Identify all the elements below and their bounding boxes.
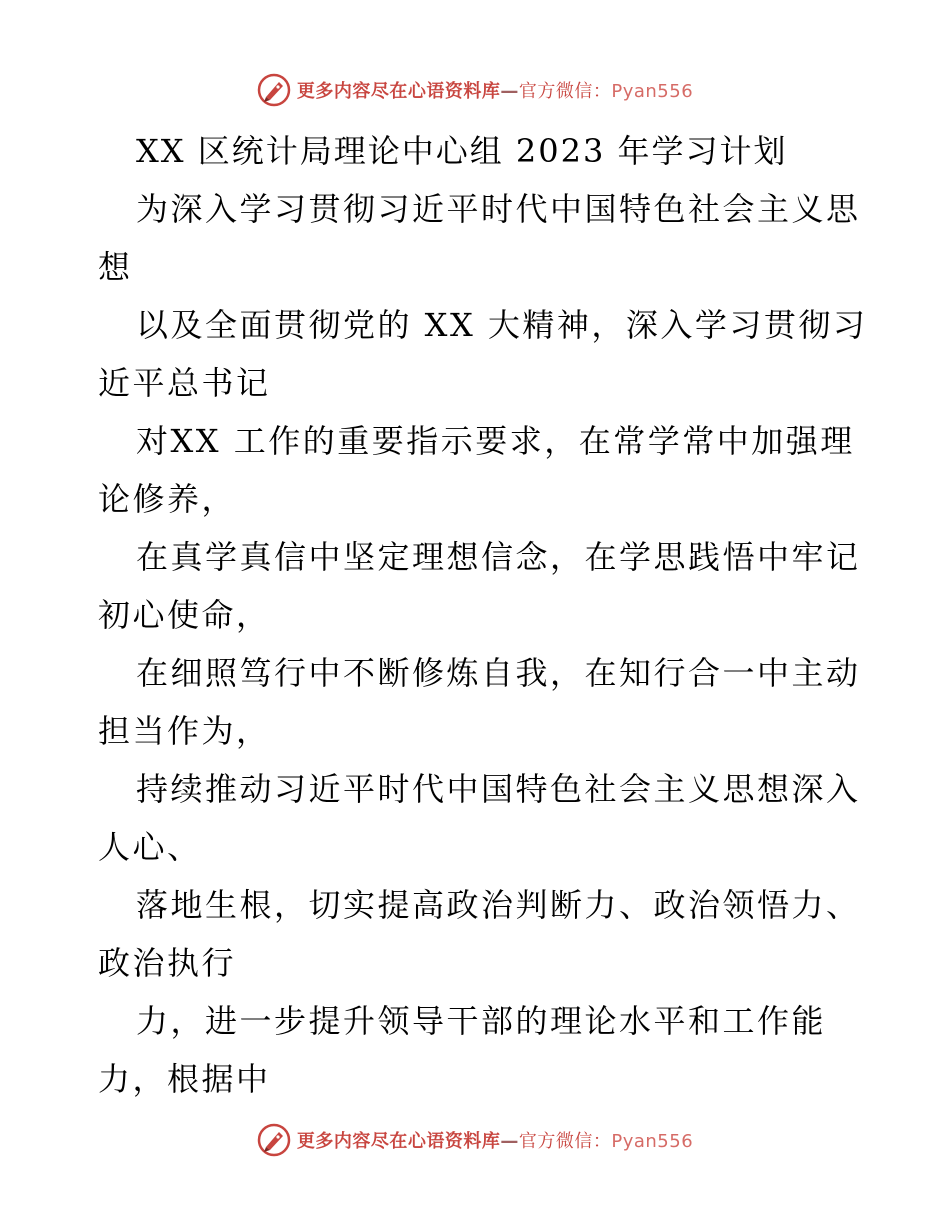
paragraph-line: 在细照笃行中不断修炼自我，在知行合一中主动 担当作为，: [98, 654, 861, 750]
watermark-footer: [0, 1120, 950, 1160]
paragraph-line: 在真学真信中坚定理想信念，在学思践悟中牢记 初心使命，: [98, 538, 861, 634]
paragraph-line: 持续推动习近平时代中国特色社会主义思想深入 人心、: [98, 770, 861, 866]
document-body: [98, 122, 868, 1108]
paragraph-line: 以及全面贯彻党的 XX 大精神，深入学习贯彻习 近平总书记: [98, 306, 868, 402]
watermark-header: [0, 70, 950, 110]
paragraph-line: 落地生根，切实提高政治判断力、政治领悟力、 政治执行: [98, 886, 861, 982]
paragraph-line: 对XX 工作的重要指示要求，在常学常中加强理 论修养，: [98, 422, 855, 518]
watermark-text: 更多内容尽在心语资料库—官方微信：Pyan556: [296, 81, 694, 102]
pen-logo-icon: [257, 1123, 291, 1157]
watermark-text: 更多内容尽在心语资料库—官方微信：Pyan556: [296, 1131, 694, 1152]
document-title: XX 区统计局理论中心组 2023 年学习计划: [136, 132, 788, 170]
pen-logo-icon: [257, 73, 291, 107]
paragraph-line: 力，进一步提升领导干部的理论水平和工作能 力，根据中: [98, 1002, 827, 1098]
paragraph-line: 为深入学习贯彻习近平时代中国特色社会主义思 想: [98, 190, 861, 286]
